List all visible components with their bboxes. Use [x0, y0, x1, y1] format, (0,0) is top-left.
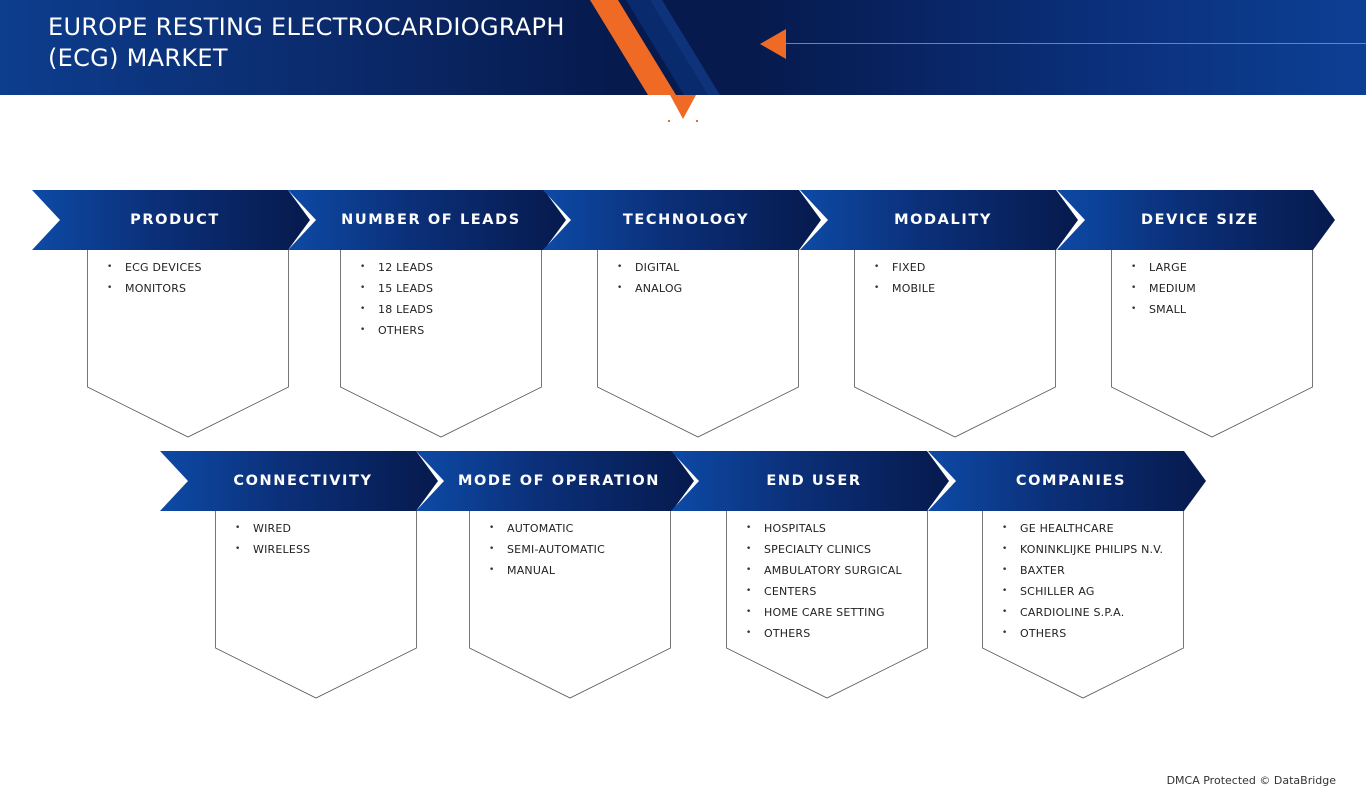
bullet-icon: • [1131, 304, 1137, 314]
segment-items-list [105, 257, 283, 299]
segment-title: COMPANIES [1015, 473, 1127, 489]
segment-items-list [744, 518, 922, 644]
bullet-icon: • [489, 565, 495, 575]
list-item-label: SEMI-AUTOMATIC [507, 543, 605, 556]
list-item-label: SCHILLER AG [1020, 585, 1095, 598]
bullet-icon: • [1131, 283, 1137, 293]
segment-tab-connectivity [160, 451, 438, 511]
list-item [744, 518, 922, 539]
segment-card-product [87, 249, 289, 437]
segment-card-connectivity [215, 510, 417, 698]
list-item-label: OTHERS [378, 324, 425, 337]
bullet-icon: • [617, 283, 623, 293]
list-item-label: 12 LEADS [378, 261, 434, 274]
list-item [105, 278, 283, 299]
bullet-icon: • [360, 262, 366, 272]
list-item-label: MANUAL [507, 564, 556, 577]
list-item [233, 518, 411, 539]
bullet-icon: • [107, 283, 113, 293]
list-item [487, 560, 665, 581]
list-item-label: ANALOG [635, 282, 683, 295]
segment-card-mode-of-operation [469, 510, 671, 698]
list-item [358, 320, 536, 341]
bullet-icon: • [1002, 607, 1008, 617]
bullet-icon: • [746, 565, 752, 575]
list-item [1000, 602, 1178, 623]
list-item-label: GE HEALTHCARE [1020, 522, 1114, 535]
segment-tab-device-size [1057, 190, 1335, 250]
bullet-icon: • [1002, 586, 1008, 596]
bullet-icon: • [1002, 544, 1008, 554]
segment-title: MODE OF OPERATION [457, 473, 661, 489]
bullet-icon: • [360, 325, 366, 335]
segment-card-modality [854, 249, 1056, 437]
segment-items-list [358, 257, 536, 341]
segment-title: PRODUCT [130, 212, 220, 228]
list-item-label: CARDIOLINE S.P.A. [1020, 606, 1125, 619]
bullet-icon: • [489, 544, 495, 554]
segment-title: END USER [766, 473, 862, 489]
list-item [1000, 623, 1178, 644]
bullet-icon: • [1131, 262, 1137, 272]
list-item [358, 257, 536, 278]
segment-card-device-size [1111, 249, 1313, 437]
list-item-label: OTHERS [1020, 627, 1067, 640]
segment-items-list [233, 518, 411, 560]
page-title: EUROPE RESTING ELECTROCARDIOGRAPH (ECG) MARKET [48, 13, 565, 72]
list-item-label: CENTERS [764, 585, 817, 598]
list-item-label: HOME CARE SETTING [764, 606, 885, 619]
list-item [872, 278, 1050, 299]
list-item-label: AUTOMATIC [507, 522, 574, 535]
list-item-label: WIRED [253, 522, 292, 535]
segment-title: NUMBER OF LEADS [341, 212, 521, 228]
list-item [233, 539, 411, 560]
list-item [1000, 518, 1178, 539]
list-item [1129, 299, 1307, 320]
list-item-label: WIRELESS [253, 543, 311, 556]
list-item [1129, 257, 1307, 278]
bullet-icon: • [360, 283, 366, 293]
list-item [487, 518, 665, 539]
list-item-label: LARGE [1149, 261, 1188, 274]
bullet-icon: • [746, 607, 752, 617]
list-item-label: SPECIALTY CLINICS [764, 543, 872, 556]
bullet-icon: • [617, 262, 623, 272]
bullet-icon: • [360, 304, 366, 314]
segment-items-list [487, 518, 665, 581]
list-item [487, 539, 665, 560]
segment-card-number-of-leads [340, 249, 542, 437]
header-notch-decoration [664, 95, 704, 125]
list-item-label: MONITORS [125, 282, 187, 295]
list-item-label: AMBULATORY SURGICAL [764, 564, 902, 577]
bullet-icon: • [746, 523, 752, 533]
header-divider-line [786, 43, 1366, 44]
list-item [615, 257, 793, 278]
list-item [358, 299, 536, 320]
list-item-label: HOSPITALS [764, 522, 827, 535]
list-item-label: OTHERS [764, 627, 811, 640]
bullet-icon: • [1002, 628, 1008, 638]
segment-tab-companies [928, 451, 1206, 511]
list-item [358, 278, 536, 299]
bullet-icon: • [874, 262, 880, 272]
segment-title: DEVICE SIZE [1140, 212, 1259, 228]
list-item [872, 257, 1050, 278]
list-item-label: SMALL [1149, 303, 1187, 316]
list-item [744, 602, 922, 623]
list-item-label: FIXED [892, 261, 926, 274]
segment-title: TECHNOLOGY [622, 212, 750, 228]
list-item [615, 278, 793, 299]
segment-items-list [615, 257, 793, 299]
segment-tab-end-user [671, 451, 949, 511]
list-item-label: ECG DEVICES [125, 261, 202, 274]
list-item-label: DIGITAL [635, 261, 680, 274]
segment-card-technology [597, 249, 799, 437]
list-item [744, 623, 922, 644]
segment-title: MODALITY [894, 212, 992, 228]
segment-tab-mode-of-operation [416, 451, 694, 511]
list-item [1000, 581, 1178, 602]
list-item-label: BAXTER [1020, 564, 1065, 577]
segment-tab-modality [800, 190, 1078, 250]
list-item [744, 581, 922, 602]
segment-card-companies [982, 510, 1184, 698]
segment-card-end-user [726, 510, 928, 698]
bullet-icon: • [235, 544, 241, 554]
bullet-icon: • [1002, 565, 1008, 575]
list-item-label: MEDIUM [1149, 282, 1196, 295]
segment-title: CONNECTIVITY [233, 473, 373, 489]
list-item-label: MOBILE [892, 282, 936, 295]
bullet-icon: • [1002, 523, 1008, 533]
bullet-icon: • [107, 262, 113, 272]
header-banner [0, 0, 1366, 95]
header-decoration [0, 0, 1366, 95]
segment-tab-number-of-leads [288, 190, 566, 250]
list-item [1000, 560, 1178, 581]
list-item-label: 18 LEADS [378, 303, 434, 316]
arrow-left-icon [760, 29, 786, 59]
list-item [1000, 539, 1178, 560]
segment-tab-technology [543, 190, 821, 250]
list-item-label: 15 LEADS [378, 282, 434, 295]
footer-copyright: DMCA Protected © DataBridge [1166, 774, 1336, 787]
segment-items-list [1129, 257, 1307, 320]
bullet-icon: • [746, 628, 752, 638]
list-item [744, 539, 922, 560]
bullet-icon: • [489, 523, 495, 533]
segment-items-list [1000, 518, 1178, 644]
segment-tab-product [32, 190, 310, 250]
bullet-icon: • [235, 523, 241, 533]
list-item [1129, 278, 1307, 299]
list-item [105, 257, 283, 278]
segment-items-list [872, 257, 1050, 299]
bullet-icon: • [874, 283, 880, 293]
list-item [744, 560, 922, 581]
list-item-label: KONINKLIJKE PHILIPS N.V. [1020, 543, 1164, 556]
bullet-icon: • [746, 544, 752, 554]
bullet-icon: • [746, 586, 752, 596]
